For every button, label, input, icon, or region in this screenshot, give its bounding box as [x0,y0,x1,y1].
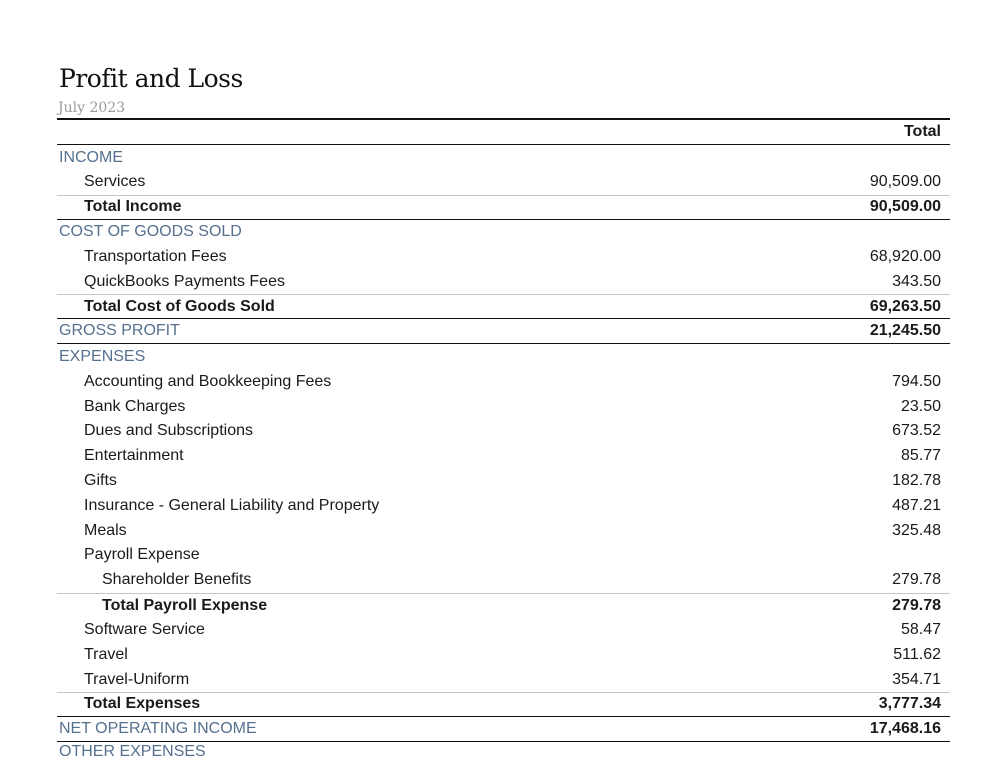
total-amount: 90,509.00 [869,198,941,216]
section-expenses [57,344,950,369]
table-row [57,642,950,667]
table-row [57,369,950,394]
gross-profit-row [57,319,950,344]
row-amount: 90,509.00 [869,173,941,191]
total-label: Total Cost of Goods Sold [84,297,275,315]
row-label: Meals [84,521,127,539]
row-label: Dues and Subscriptions [84,422,253,440]
row-label: Entertainment [84,447,184,465]
total-label: Total Payroll Expense [102,596,268,614]
section-heading: EXPENSES [59,347,146,365]
row-amount: 58.47 [900,620,941,638]
total-payroll-row [57,593,950,618]
table-row [57,667,950,692]
row-label: Travel-Uniform [84,670,190,688]
summary-label: GROSS PROFIT [59,322,180,340]
report-period: July 2023 [58,100,126,116]
total-amount: 279.78 [892,596,941,614]
table-row [57,394,950,419]
table-row [57,518,950,543]
total-income-row [57,195,950,220]
summary-amount: 17,468.16 [869,719,941,737]
table-row [57,493,950,518]
row-amount: 343.50 [892,272,941,290]
column-header-total: Total [903,123,941,140]
row-amount: 673.52 [892,422,941,440]
table-row [57,469,950,494]
row-amount: 279.78 [892,571,941,589]
row-label: Transportation Fees [84,248,227,266]
row-amount: 354.71 [892,670,941,688]
row-label: Accounting and Bookkeeping Fees [84,372,332,390]
row-amount: 68,920.00 [869,248,941,266]
section-heading: INCOME [59,148,123,166]
row-label: Travel [84,645,128,663]
row-label: Gifts [84,471,117,489]
table-row [57,618,950,643]
pl-table [57,120,950,762]
section-heading: OTHER EXPENSES [59,742,206,760]
row-label: Services [84,173,146,191]
total-amount: 69,263.50 [869,297,941,315]
row-label: Software Service [84,620,205,638]
row-label: QuickBooks Payments Fees [84,272,285,290]
summary-amount: 21,245.50 [869,322,941,340]
row-label: Bank Charges [84,397,186,415]
row-label: Shareholder Benefits [102,571,252,589]
section-income [57,145,950,170]
total-expenses-row [57,692,950,717]
table-row [57,568,950,593]
net-operating-income-row [57,717,950,742]
total-amount: 3,777.34 [878,695,941,713]
table-row [57,170,950,195]
total-label: Total Expenses [84,695,201,713]
row-amount: 325.48 [892,521,941,539]
table-row [57,543,950,568]
row-amount: 511.62 [893,645,941,663]
total-label: Total Income [84,198,182,216]
section-other-expenses [57,742,950,762]
table-row [57,419,950,444]
section-cogs [57,220,950,245]
summary-label: NET OPERATING INCOME [59,719,257,737]
row-amount: 487.21 [892,496,941,514]
row-amount: 85.77 [900,447,941,465]
table-row [57,270,950,295]
total-cogs-row [57,294,950,319]
column-header-row [57,120,950,145]
section-heading: COST OF GOODS SOLD [59,223,242,241]
table-row [57,444,950,469]
row-label: Payroll Expense [84,546,200,564]
row-label: Insurance - General Liability and Property [84,496,380,514]
table-row [57,245,950,270]
row-amount: 23.50 [900,397,941,415]
row-amount: 794.50 [892,372,941,390]
report-title: Profit and Loss [59,64,243,93]
row-amount: 182.78 [892,471,941,489]
